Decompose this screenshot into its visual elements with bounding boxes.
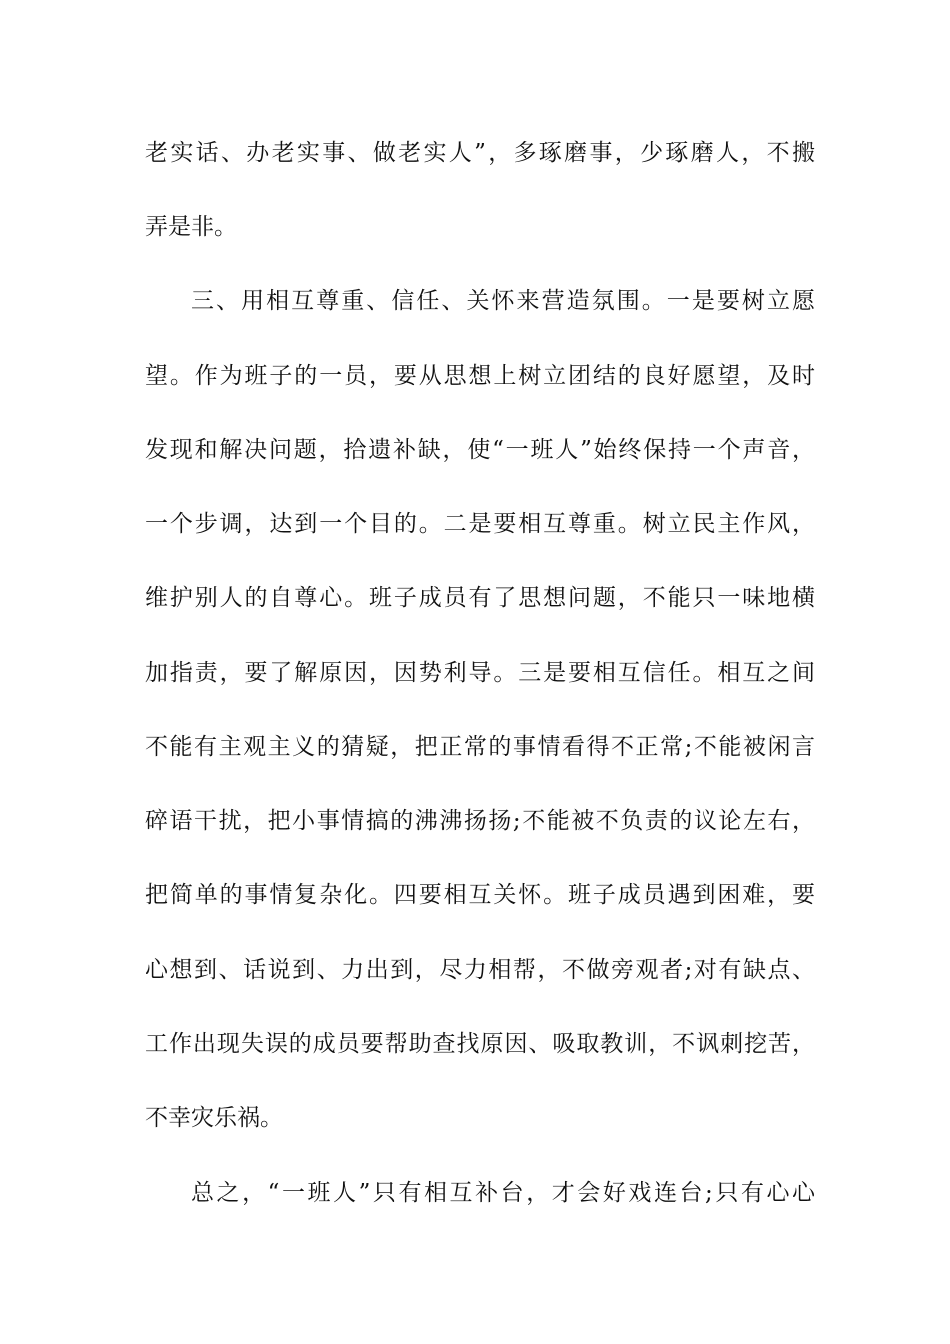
text-line: 老实话、办老实事、做老实人”，多琢磨事，少琢磨人，不搬: [145, 140, 815, 166]
text-line: 工作出现失误的成员要帮助查找原因、吸取教训，不讽刺挖苦，: [145, 1031, 815, 1057]
paragraph-start-line: 三、用相互尊重、信任、关怀来营造氛围。一是要树立愿: [191, 288, 815, 314]
text-line: 碎语干扰，把小事情搞的沸沸扬扬;不能被不负责的议论左右，: [145, 808, 815, 834]
text-line: 心想到、话说到、力出到，尽力相帮，不做旁观者;对有缺点、: [145, 957, 815, 983]
text-line: 把简单的事情复杂化。四要相互关怀。班子成员遇到困难，要: [145, 882, 815, 908]
text-line: 加指责，要了解原因，因势利导。三是要相互信任。相互之间: [145, 660, 815, 686]
text-line: 弄是非。: [145, 214, 237, 240]
text-line: 望。作为班子的一员，要从思想上树立团结的良好愿望，及时: [145, 363, 815, 389]
text-line: 不幸灾乐祸。: [145, 1105, 283, 1131]
text-line: 维护别人的自尊心。班子成员有了思想问题，不能只一味地横: [145, 585, 815, 611]
text-line: 发现和解决问题，拾遗补缺，使“一班人”始终保持一个声音，: [145, 437, 815, 463]
text-line: 不能有主观主义的猜疑，把正常的事情看得不正常;不能被闲言: [145, 734, 815, 760]
text-line: 一个步调，达到一个目的。二是要相互尊重。树立民主作风，: [145, 511, 815, 537]
paragraph-start-line: 总之，“一班人”只有相互补台，才会好戏连台;只有心心: [191, 1180, 815, 1206]
